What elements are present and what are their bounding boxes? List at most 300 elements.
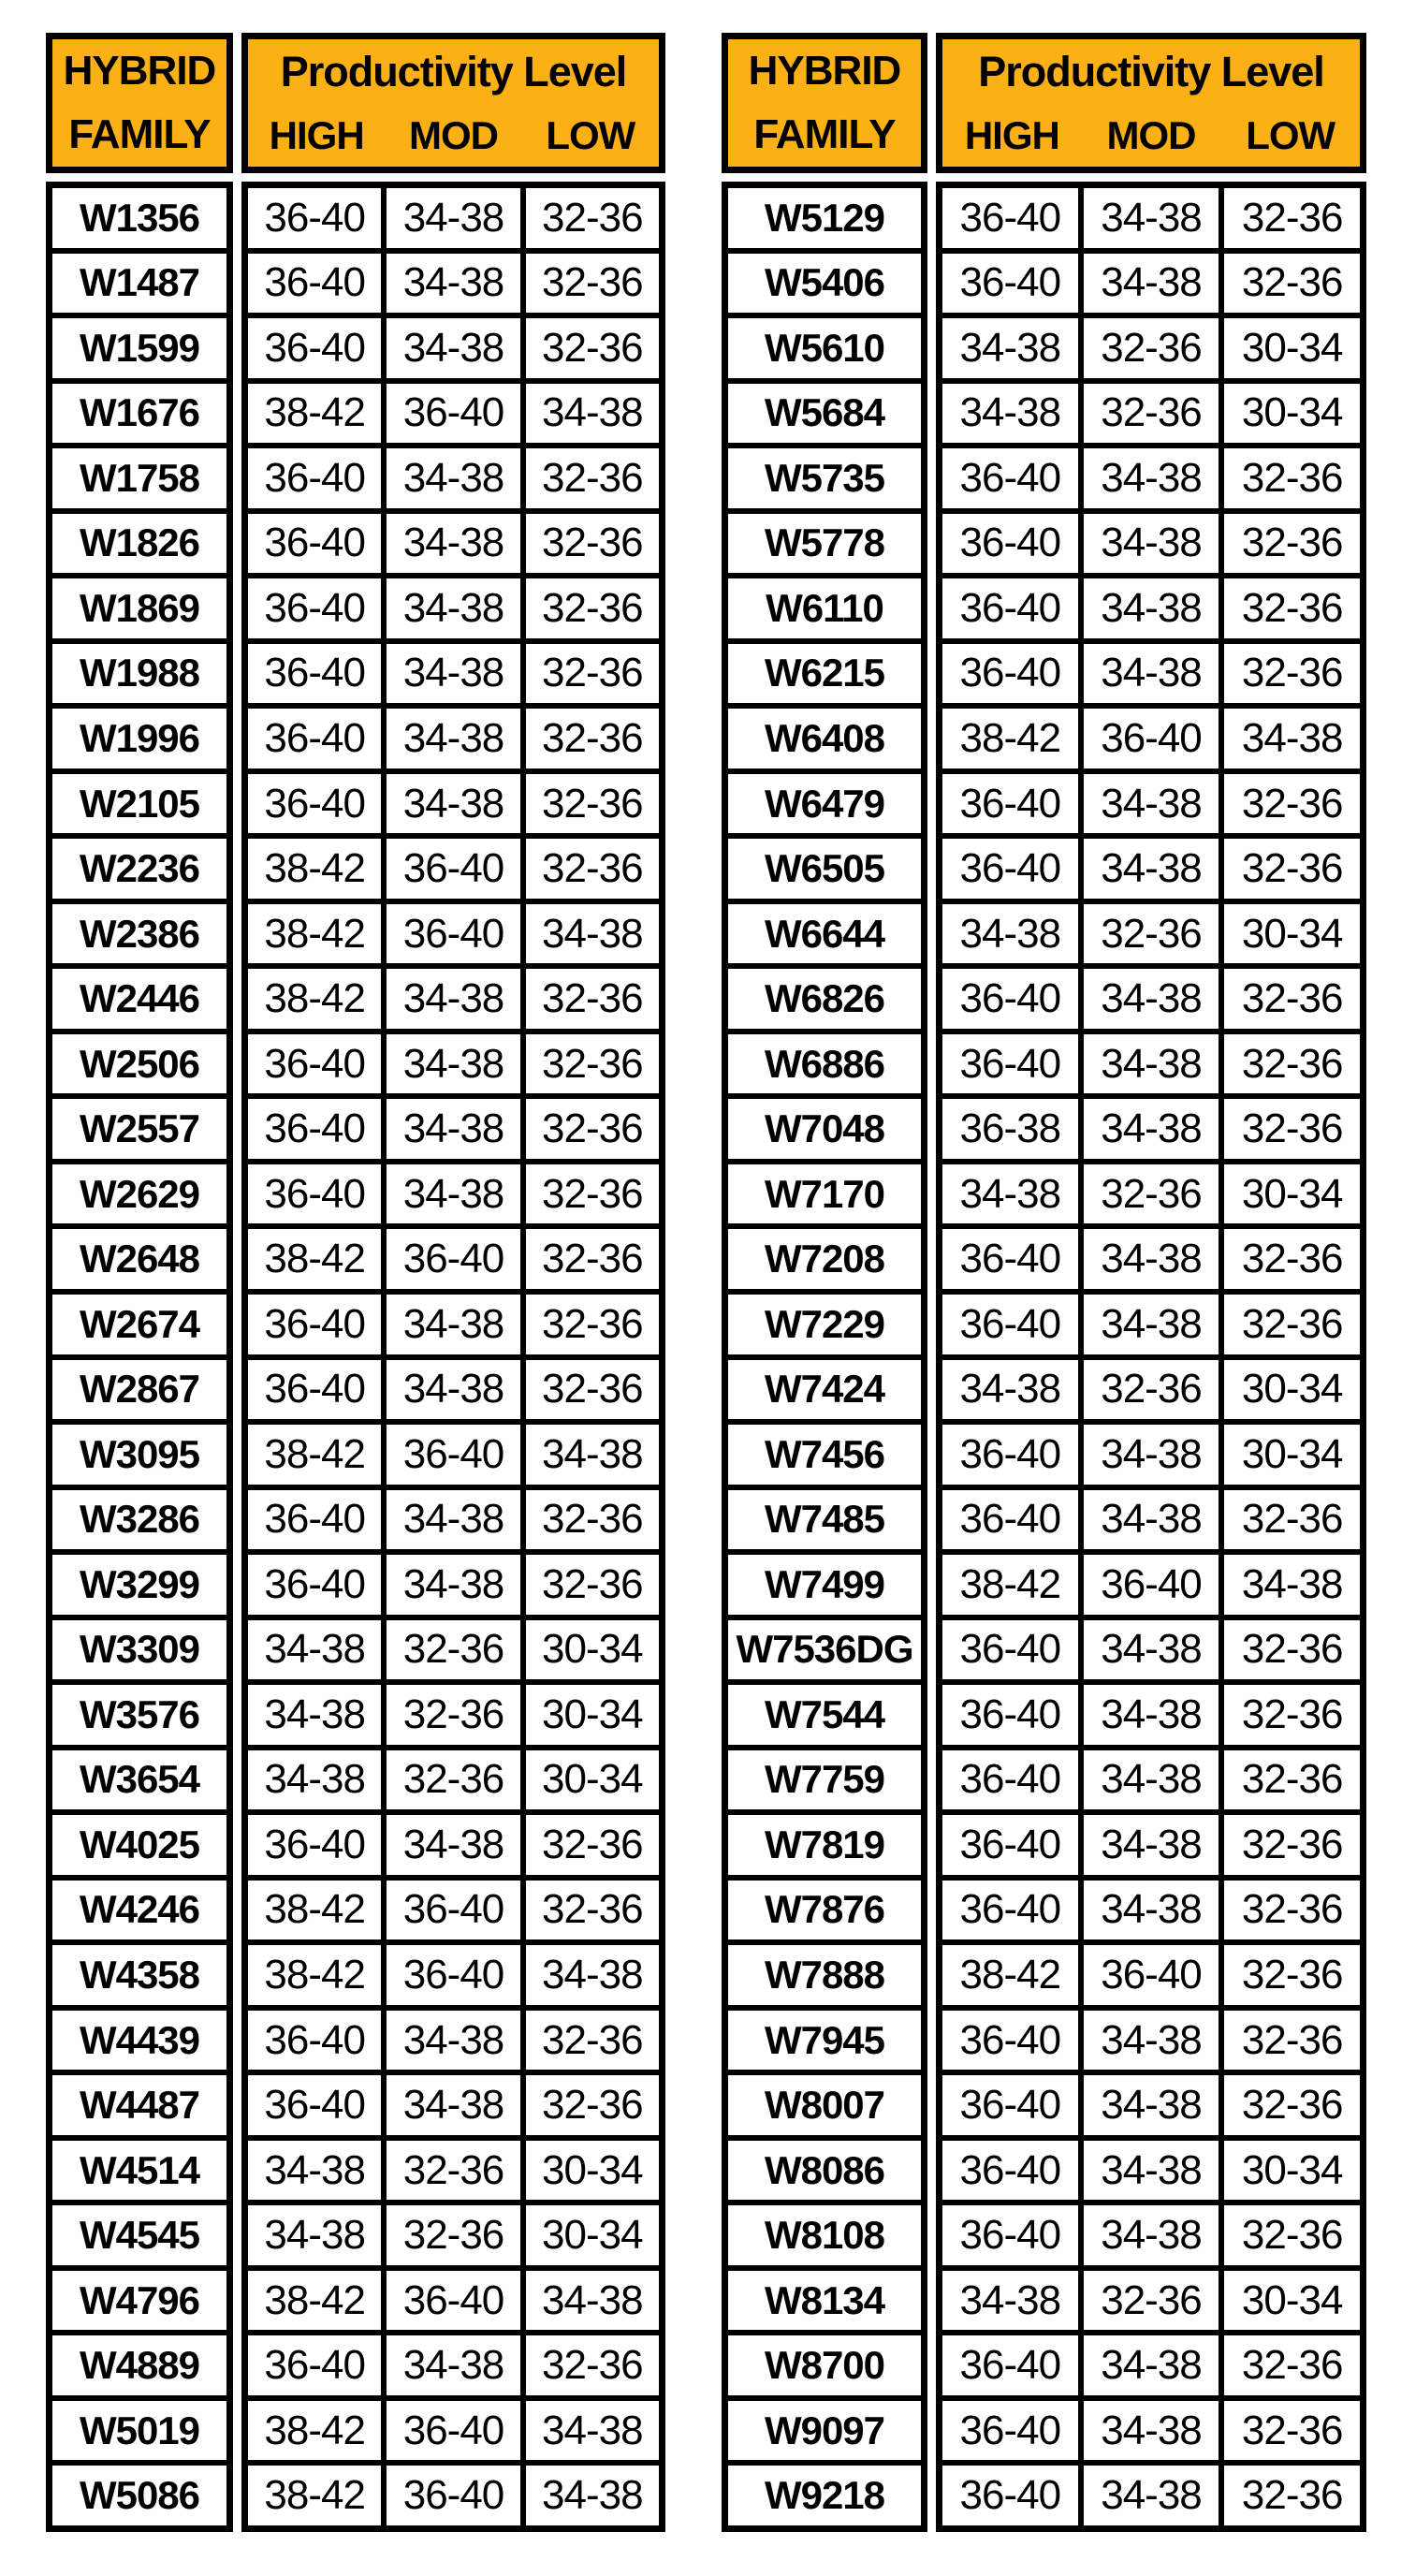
value-cell-low: 32-36 [1224, 578, 1360, 638]
family-cell: W6505 [728, 839, 921, 899]
family-cells [46, 182, 233, 2532]
value-cell-mod: 34-38 [1084, 2401, 1219, 2461]
value-cell-mod: 34-38 [1084, 1685, 1219, 1745]
value-cell-low: 32-36 [1224, 1620, 1360, 1680]
value-cell-low: 32-36 [526, 1815, 659, 1875]
value-cell-low: 34-38 [526, 904, 659, 964]
value-cell-low: 32-36 [526, 188, 659, 248]
value-cell-high: 38-42 [942, 1555, 1078, 1615]
value-grid [936, 182, 1366, 2532]
value-cell-low: 32-36 [1224, 1295, 1360, 1354]
value-cell-mod: 34-38 [387, 254, 519, 314]
value-cell-mod: 32-36 [387, 1620, 519, 1680]
value-cell-high: 36-40 [248, 1099, 381, 1159]
value-cell-mod: 34-38 [1084, 1295, 1219, 1354]
value-cell-high: 36-40 [248, 1490, 381, 1550]
value-cell-low: 30-34 [526, 1685, 659, 1745]
family-cell: W7819 [728, 1815, 921, 1875]
value-cell-mod: 32-36 [1084, 1164, 1219, 1224]
value-cell-low: 32-36 [526, 1490, 659, 1550]
value-cell-low: 30-34 [1224, 1425, 1360, 1485]
hybrid-table-left [46, 33, 665, 2532]
family-cell: W6408 [728, 709, 921, 768]
value-cell-high: 36-40 [942, 644, 1078, 704]
value-cell-high: 36-40 [942, 1425, 1078, 1485]
value-cell-mod: 34-38 [1084, 839, 1219, 899]
value-cell-low: 32-36 [526, 1034, 659, 1094]
value-cell-low: 32-36 [526, 318, 659, 378]
value-cell-low: 34-38 [526, 2401, 659, 2461]
value-cell-low: 32-36 [1224, 774, 1360, 834]
family-cell: W7456 [728, 1425, 921, 1485]
value-cell-high: 36-40 [942, 1685, 1078, 1745]
family-cell: W7208 [728, 1229, 921, 1289]
value-cell-low: 32-36 [1224, 188, 1360, 248]
value-cell-low: 32-36 [526, 1360, 659, 1420]
value-cell-high: 36-40 [942, 254, 1078, 314]
value-cell-high: 36-40 [942, 1881, 1078, 1940]
value-cell-low: 30-34 [526, 2205, 659, 2265]
value-cell-high: 36-40 [248, 2075, 381, 2135]
family-cell: W2236 [52, 839, 226, 899]
value-cell-low: 32-36 [526, 1555, 659, 1615]
value-cell-mod: 36-40 [387, 839, 519, 899]
hybrid-table-right [722, 33, 1366, 2532]
family-cell: W2629 [52, 1164, 226, 1224]
family-cell: W4545 [52, 2205, 226, 2265]
value-cell-mod: 34-38 [387, 1164, 519, 1224]
value-cell-high: 36-40 [942, 774, 1078, 834]
value-cell-mod: 34-38 [1084, 1099, 1219, 1159]
value-cell-low: 32-36 [1224, 1490, 1360, 1550]
value-cell-mod: 34-38 [1084, 448, 1219, 508]
value-cell-low: 32-36 [526, 578, 659, 638]
family-cell: W6826 [728, 969, 921, 1029]
family-cell: W1988 [52, 644, 226, 704]
column-header-low: LOW [1246, 112, 1335, 157]
value-cell-mod: 34-38 [1084, 578, 1219, 638]
value-cell-mod: 34-38 [1084, 2335, 1219, 2395]
family-cell: W7888 [728, 1945, 921, 2005]
value-cell-mod: 34-38 [387, 1490, 519, 1550]
value-cell-high: 36-40 [942, 188, 1078, 248]
value-cell-low: 30-34 [1224, 904, 1360, 964]
value-cell-low: 32-36 [1224, 1229, 1360, 1289]
productivity-header [241, 33, 665, 173]
value-cell-low: 30-34 [526, 1750, 659, 1810]
family-cell: W1487 [52, 254, 226, 314]
value-cell-low: 32-36 [526, 969, 659, 1029]
family-cell: W9218 [728, 2466, 921, 2525]
value-cell-high: 36-40 [942, 1034, 1078, 1094]
family-cell: W1676 [52, 384, 226, 444]
value-cell-mod: 34-38 [1084, 514, 1219, 574]
value-cell-high: 36-40 [248, 578, 381, 638]
family-header [722, 33, 927, 173]
value-cell-mod: 34-38 [387, 2335, 519, 2395]
family-cell: W7485 [728, 1490, 921, 1550]
value-cell-low: 30-34 [1224, 1164, 1360, 1224]
family-cell: W1996 [52, 709, 226, 768]
value-cell-mod: 34-38 [387, 2075, 519, 2135]
value-cell-low: 32-36 [1224, 514, 1360, 574]
value-cell-mod: 34-38 [387, 578, 519, 638]
value-cell-high: 34-38 [942, 1360, 1078, 1420]
value-cell-high: 36-40 [248, 774, 381, 834]
family-cells [722, 182, 927, 2532]
value-cell-high: 36-40 [942, 2205, 1078, 2265]
value-cell-mod: 34-38 [1084, 1750, 1219, 1810]
family-cell: W3095 [52, 1425, 226, 1485]
value-cell-mod: 34-38 [1084, 254, 1219, 314]
family-cell: W8007 [728, 2075, 921, 2135]
family-cell: W5735 [728, 448, 921, 508]
family-cell: W8086 [728, 2141, 921, 2201]
value-cell-high: 36-40 [942, 514, 1078, 574]
value-cell-high: 34-38 [248, 1750, 381, 1810]
value-cell-low: 34-38 [1224, 1555, 1360, 1615]
value-cell-mod: 34-38 [387, 1360, 519, 1420]
family-cell: W7229 [728, 1295, 921, 1354]
value-cell-mod: 32-36 [1084, 1360, 1219, 1420]
value-cell-high: 38-42 [942, 709, 1078, 768]
family-cell: W4889 [52, 2335, 226, 2395]
family-header-line1: HYBRID [748, 48, 901, 94]
family-cell: W3286 [52, 1490, 226, 1550]
value-cell-high: 36-40 [248, 514, 381, 574]
value-cell-high: 34-38 [942, 384, 1078, 444]
value-cell-mod: 34-38 [387, 1815, 519, 1875]
value-cell-high: 36-40 [248, 2335, 381, 2395]
value-cell-high: 38-42 [248, 1229, 381, 1289]
family-cell: W7170 [728, 1164, 921, 1224]
value-cell-high: 34-38 [942, 318, 1078, 378]
value-cell-high: 36-40 [942, 1750, 1078, 1810]
family-column [722, 33, 927, 2532]
productivity-title: Productivity Level [280, 48, 627, 96]
value-cell-high: 36-40 [942, 2466, 1078, 2525]
value-cell-mod: 34-38 [1084, 188, 1219, 248]
family-header [46, 33, 233, 173]
family-cell: W4439 [52, 2011, 226, 2071]
value-cell-mod: 36-40 [1084, 1555, 1219, 1615]
family-cell: W7544 [728, 1685, 921, 1745]
value-cell-mod: 36-40 [387, 2271, 519, 2331]
value-cell-high: 36-40 [248, 448, 381, 508]
value-cell-mod: 34-38 [1084, 774, 1219, 834]
value-cell-mod: 36-40 [387, 1945, 519, 2005]
family-header-line2: FAMILY [68, 111, 211, 157]
family-cell: W4358 [52, 1945, 226, 2005]
value-cell-high: 36-40 [942, 2401, 1078, 2461]
value-cell-mod: 36-40 [387, 1425, 519, 1485]
value-cell-mod: 34-38 [387, 709, 519, 768]
value-cell-mod: 34-38 [1084, 1034, 1219, 1094]
value-cell-high: 38-42 [248, 384, 381, 444]
family-cell: W7048 [728, 1099, 921, 1159]
value-cell-low: 34-38 [526, 384, 659, 444]
value-cell-low: 32-36 [526, 1881, 659, 1940]
value-cell-low: 32-36 [526, 2335, 659, 2395]
value-cell-mod: 34-38 [387, 2011, 519, 2071]
value-cell-low: 34-38 [526, 2466, 659, 2525]
value-cell-high: 36-40 [248, 2011, 381, 2071]
family-cell: W5019 [52, 2401, 226, 2461]
value-cell-high: 38-42 [942, 1945, 1078, 2005]
family-cell: W1758 [52, 448, 226, 508]
family-cell: W6886 [728, 1034, 921, 1094]
value-cell-low: 32-36 [526, 774, 659, 834]
value-cell-mod: 34-38 [1084, 1229, 1219, 1289]
value-cell-high: 36-40 [942, 578, 1078, 638]
family-cell: W7536DG [728, 1620, 921, 1680]
value-cell-high: 36-40 [942, 2075, 1078, 2135]
value-cell-mod: 34-38 [387, 1099, 519, 1159]
column-header-high: HIGH [269, 112, 364, 157]
family-cell: W7945 [728, 2011, 921, 2071]
family-cell: W8108 [728, 2205, 921, 2265]
value-cell-low: 30-34 [1224, 2271, 1360, 2331]
value-cell-high: 36-40 [248, 188, 381, 248]
value-cell-mod: 34-38 [1084, 1881, 1219, 1940]
value-cell-low: 34-38 [526, 1425, 659, 1485]
value-cell-low: 32-36 [1224, 254, 1360, 314]
family-cell: W7499 [728, 1555, 921, 1615]
value-cell-mod: 34-38 [1084, 2141, 1219, 2201]
value-grid [241, 182, 665, 2532]
value-cell-low: 32-36 [1224, 2401, 1360, 2461]
family-cell: W3576 [52, 1685, 226, 1745]
value-cell-mod: 34-38 [387, 644, 519, 704]
value-cell-high: 34-38 [942, 904, 1078, 964]
value-cell-low: 30-34 [1224, 1360, 1360, 1420]
value-cell-high: 36-38 [942, 1099, 1078, 1159]
value-cell-high: 38-42 [248, 1881, 381, 1940]
value-cell-mod: 34-38 [387, 318, 519, 378]
family-cell: W6215 [728, 644, 921, 704]
family-cell: W2386 [52, 904, 226, 964]
family-cell: W2867 [52, 1360, 226, 1420]
value-cell-high: 36-40 [248, 1295, 381, 1354]
column-header-mod: MOD [1106, 112, 1196, 157]
column-header-high: HIGH [964, 112, 1059, 157]
value-cell-low: 32-36 [1224, 1099, 1360, 1159]
family-cell: W2674 [52, 1295, 226, 1354]
value-cell-mod: 36-40 [387, 1881, 519, 1940]
value-cell-mod: 34-38 [1084, 2075, 1219, 2135]
family-cell: W1869 [52, 578, 226, 638]
value-cell-mod: 32-36 [1084, 384, 1219, 444]
value-cell-low: 34-38 [526, 1945, 659, 2005]
value-cell-mod: 34-38 [1084, 1620, 1219, 1680]
value-cell-high: 38-42 [248, 839, 381, 899]
family-cell: W4514 [52, 2141, 226, 2201]
value-cell-mod: 34-38 [387, 1034, 519, 1094]
value-cell-low: 32-36 [526, 644, 659, 704]
value-cell-high: 36-40 [942, 1620, 1078, 1680]
value-cell-mod: 34-38 [1084, 1490, 1219, 1550]
value-cell-low: 32-36 [1224, 2205, 1360, 2265]
value-cell-low: 32-36 [526, 1295, 659, 1354]
value-cell-mod: 34-38 [387, 514, 519, 574]
value-cell-low: 32-36 [526, 514, 659, 574]
family-cell: W5610 [728, 318, 921, 378]
productivity-columns [936, 33, 1366, 2532]
value-cell-low: 32-36 [1224, 1945, 1360, 2005]
value-cell-low: 30-34 [526, 2141, 659, 2201]
value-cell-low: 32-36 [1224, 1034, 1360, 1094]
value-cell-high: 36-40 [248, 709, 381, 768]
value-cell-mod: 32-36 [387, 2205, 519, 2265]
family-cell: W2557 [52, 1099, 226, 1159]
family-cell: W5778 [728, 514, 921, 574]
family-cell: W5406 [728, 254, 921, 314]
value-cell-high: 38-42 [248, 1425, 381, 1485]
value-cell-high: 36-40 [942, 839, 1078, 899]
value-cell-high: 36-40 [248, 254, 381, 314]
value-cell-low: 30-34 [1224, 2141, 1360, 2201]
column-header-low: LOW [546, 112, 635, 157]
value-cell-high: 34-38 [248, 2141, 381, 2201]
family-cell: W9097 [728, 2401, 921, 2461]
value-cell-low: 32-36 [1224, 2466, 1360, 2525]
value-cell-low: 32-36 [1224, 1750, 1360, 1810]
value-cell-high: 38-42 [248, 2401, 381, 2461]
value-cell-low: 32-36 [526, 2075, 659, 2135]
value-cell-mod: 34-38 [1084, 1425, 1219, 1485]
productivity-title: Productivity Level [978, 48, 1324, 96]
value-cell-high: 38-42 [248, 2466, 381, 2525]
value-cell-mod: 36-40 [1084, 1945, 1219, 2005]
family-cell: W3309 [52, 1620, 226, 1680]
value-cell-high: 36-40 [248, 644, 381, 704]
family-cell: W4246 [52, 1881, 226, 1940]
value-cell-mod: 34-38 [1084, 2011, 1219, 2071]
value-cell-mod: 34-38 [1084, 1815, 1219, 1875]
value-cell-low: 32-36 [526, 839, 659, 899]
family-cell: W1356 [52, 188, 226, 248]
value-cell-high: 38-42 [248, 969, 381, 1029]
value-cell-high: 36-40 [942, 1815, 1078, 1875]
value-cell-low: 32-36 [1224, 1815, 1360, 1875]
productivity-columns [241, 33, 665, 2532]
value-cell-low: 32-36 [526, 1099, 659, 1159]
value-cell-high: 34-38 [248, 2205, 381, 2265]
value-cell-mod: 34-38 [387, 1295, 519, 1354]
value-cell-mod: 34-38 [387, 1555, 519, 1615]
value-cell-low: 32-36 [526, 1229, 659, 1289]
value-cell-high: 36-40 [942, 1490, 1078, 1550]
value-cell-low: 32-36 [1224, 2075, 1360, 2135]
family-cell: W6479 [728, 774, 921, 834]
family-header-line2: FAMILY [753, 111, 896, 157]
value-cell-mod: 32-36 [1084, 2271, 1219, 2331]
value-cell-low: 32-36 [526, 1164, 659, 1224]
family-cell: W5086 [52, 2466, 226, 2525]
value-cell-low: 32-36 [1224, 2011, 1360, 2071]
value-cell-mod: 34-38 [387, 774, 519, 834]
value-cell-mod: 36-40 [387, 2466, 519, 2525]
productivity-subheaders [942, 112, 1360, 157]
value-cell-low: 32-36 [526, 709, 659, 768]
value-cell-low: 32-36 [1224, 1685, 1360, 1745]
value-cell-low: 32-36 [526, 448, 659, 508]
value-cell-high: 36-40 [942, 1295, 1078, 1354]
value-cell-mod: 36-40 [387, 1229, 519, 1289]
value-cell-mod: 36-40 [387, 904, 519, 964]
family-cell: W6644 [728, 904, 921, 964]
value-cell-mod: 32-36 [387, 2141, 519, 2201]
value-cell-high: 36-40 [248, 1555, 381, 1615]
family-cell: W5129 [728, 188, 921, 248]
value-cell-low: 30-34 [1224, 318, 1360, 378]
family-cell: W8134 [728, 2271, 921, 2331]
value-cell-high: 36-40 [248, 1360, 381, 1420]
value-cell-high: 36-40 [248, 1164, 381, 1224]
family-cell: W3654 [52, 1750, 226, 1810]
value-cell-high: 34-38 [248, 1620, 381, 1680]
value-cell-high: 34-38 [942, 1164, 1078, 1224]
value-cell-mod: 36-40 [1084, 709, 1219, 768]
value-cell-mod: 32-36 [1084, 318, 1219, 378]
family-cell: W1599 [52, 318, 226, 378]
value-cell-mod: 34-38 [387, 188, 519, 248]
family-cell: W4025 [52, 1815, 226, 1875]
value-cell-low: 34-38 [1224, 709, 1360, 768]
productivity-header [936, 33, 1366, 173]
value-cell-high: 36-40 [942, 2011, 1078, 2071]
value-cell-high: 36-40 [942, 1229, 1078, 1289]
family-cell: W4796 [52, 2271, 226, 2331]
value-cell-high: 36-40 [248, 1034, 381, 1094]
value-cell-high: 38-42 [248, 1945, 381, 2005]
value-cell-high: 34-38 [942, 2271, 1078, 2331]
value-cell-low: 32-36 [1224, 644, 1360, 704]
value-cell-mod: 34-38 [387, 448, 519, 508]
value-cell-high: 36-40 [248, 318, 381, 378]
value-cell-low: 30-34 [526, 1620, 659, 1680]
family-cell: W7759 [728, 1750, 921, 1810]
family-cell: W1826 [52, 514, 226, 574]
value-cell-low: 30-34 [1224, 384, 1360, 444]
family-cell: W2105 [52, 774, 226, 834]
productivity-subheaders [248, 112, 659, 157]
value-cell-mod: 34-38 [1084, 2205, 1219, 2265]
value-cell-high: 38-42 [248, 2271, 381, 2331]
value-cell-low: 32-36 [526, 254, 659, 314]
value-cell-mod: 34-38 [387, 969, 519, 1029]
value-cell-mod: 32-36 [387, 1750, 519, 1810]
value-cell-mod: 34-38 [1084, 969, 1219, 1029]
family-cell: W7424 [728, 1360, 921, 1420]
value-cell-mod: 36-40 [387, 2401, 519, 2461]
value-cell-mod: 34-38 [1084, 2466, 1219, 2525]
value-cell-low: 32-36 [1224, 839, 1360, 899]
value-cell-low: 32-36 [1224, 2335, 1360, 2395]
family-cell: W2446 [52, 969, 226, 1029]
value-cell-low: 34-38 [526, 2271, 659, 2331]
value-cell-low: 32-36 [1224, 1881, 1360, 1940]
value-cell-low: 32-36 [526, 2011, 659, 2071]
value-cell-high: 34-38 [248, 1685, 381, 1745]
family-cell: W8700 [728, 2335, 921, 2395]
value-cell-high: 36-40 [248, 1815, 381, 1875]
value-cell-mod: 34-38 [1084, 644, 1219, 704]
value-cell-low: 32-36 [1224, 969, 1360, 1029]
family-column [46, 33, 233, 2532]
family-cell: W2648 [52, 1229, 226, 1289]
family-cell: W3299 [52, 1555, 226, 1615]
